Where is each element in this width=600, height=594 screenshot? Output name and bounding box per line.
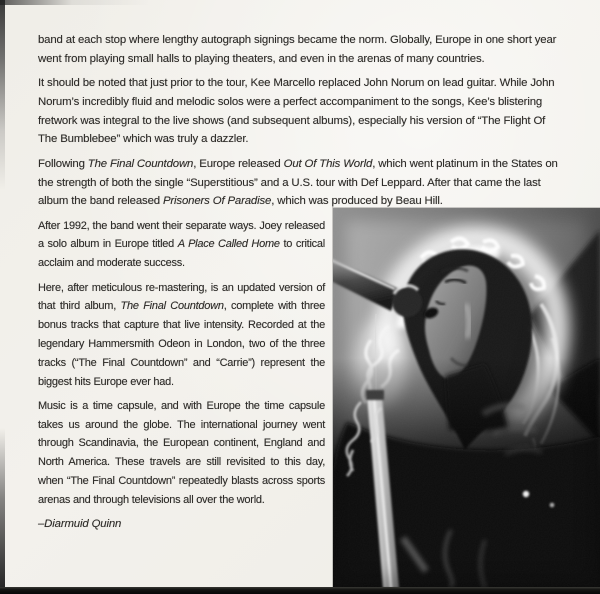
album-title-italic: Out Of This World [283,157,373,170]
album-title-italic: A Place Called Home [177,238,280,251]
text-segment: , complete with three bonus tracks that capture that live intensity. Recorded at the legendary Hammersmith Odeon in London, two of the three tracks (“The Final Countdown” and “Carrie”) represent the biggest hits Europe ever had. [38,300,325,388]
text-segment: to critical acclaim and moderate success. [38,238,325,270]
text-segment: Following [38,157,88,170]
paragraph-albums [38,155,566,211]
paragraph-time-capsule [38,397,325,510]
concert-photo-illustration [333,208,600,588]
text-segment: It should be noted that just prior to the tour, Kee Marcello replaced John Norum on lead guitar. While John Norum’s incredibly fluid and melodic solos were a perfect accompaniment to the songs, Kee’s blistering fretwork was integral to the live shows (and subsequent albums), especially his version of “The Flight Of The Bumblebee” which was truly a dazzler. [38,77,555,146]
text-segment: Music is a time capsule, and with Europe the time capsule takes us around the globe. The international journey went through Scandinavia, the European continent, England and North America. These travels are still revisited to this day, when “The Final Countdown” repeatedly blasts across sports arenas and through televisions all over the world. [38,399,325,506]
paragraph-after-1992 [38,217,325,273]
scan-edge-top [0,0,600,5]
paragraph-remaster [38,279,325,392]
text-segment: , which was produced by Beau Hill. [271,195,443,208]
text-segment: band at each stop where lengthy autograph signings became the norm. Globally, Europe in one short year went from playing small halls to playing theaters, and even in the arenas of many countries. [38,34,557,65]
text-segment: After 1992, the band went their separate ways. Joey released a solo album in Europe titled [38,219,325,251]
album-title-italic: Prisoners Of Paradise [162,195,272,208]
photo-grain [333,208,600,588]
band-photo [333,208,600,588]
text-segment: , Europe released [193,157,284,170]
album-title-italic: The Final Countdown [87,157,194,170]
scan-edge-bottom [0,587,600,594]
album-title-italic: The Final Countdown [120,300,224,313]
text-segment: Here, after meticulous re-mastering, is an updated version of that third album, [38,281,325,313]
scan-edge-left [0,0,5,594]
paragraph-tour [38,31,566,69]
text-segment: , which went platinum in the States on the strength of both the single “Superstitious” and a U.S. tour with Def Leppard. After that came the last album the band released [38,157,558,208]
author-signature: –Diarmuid Quinn [38,518,122,531]
paragraph-kee-marcello [38,74,566,149]
